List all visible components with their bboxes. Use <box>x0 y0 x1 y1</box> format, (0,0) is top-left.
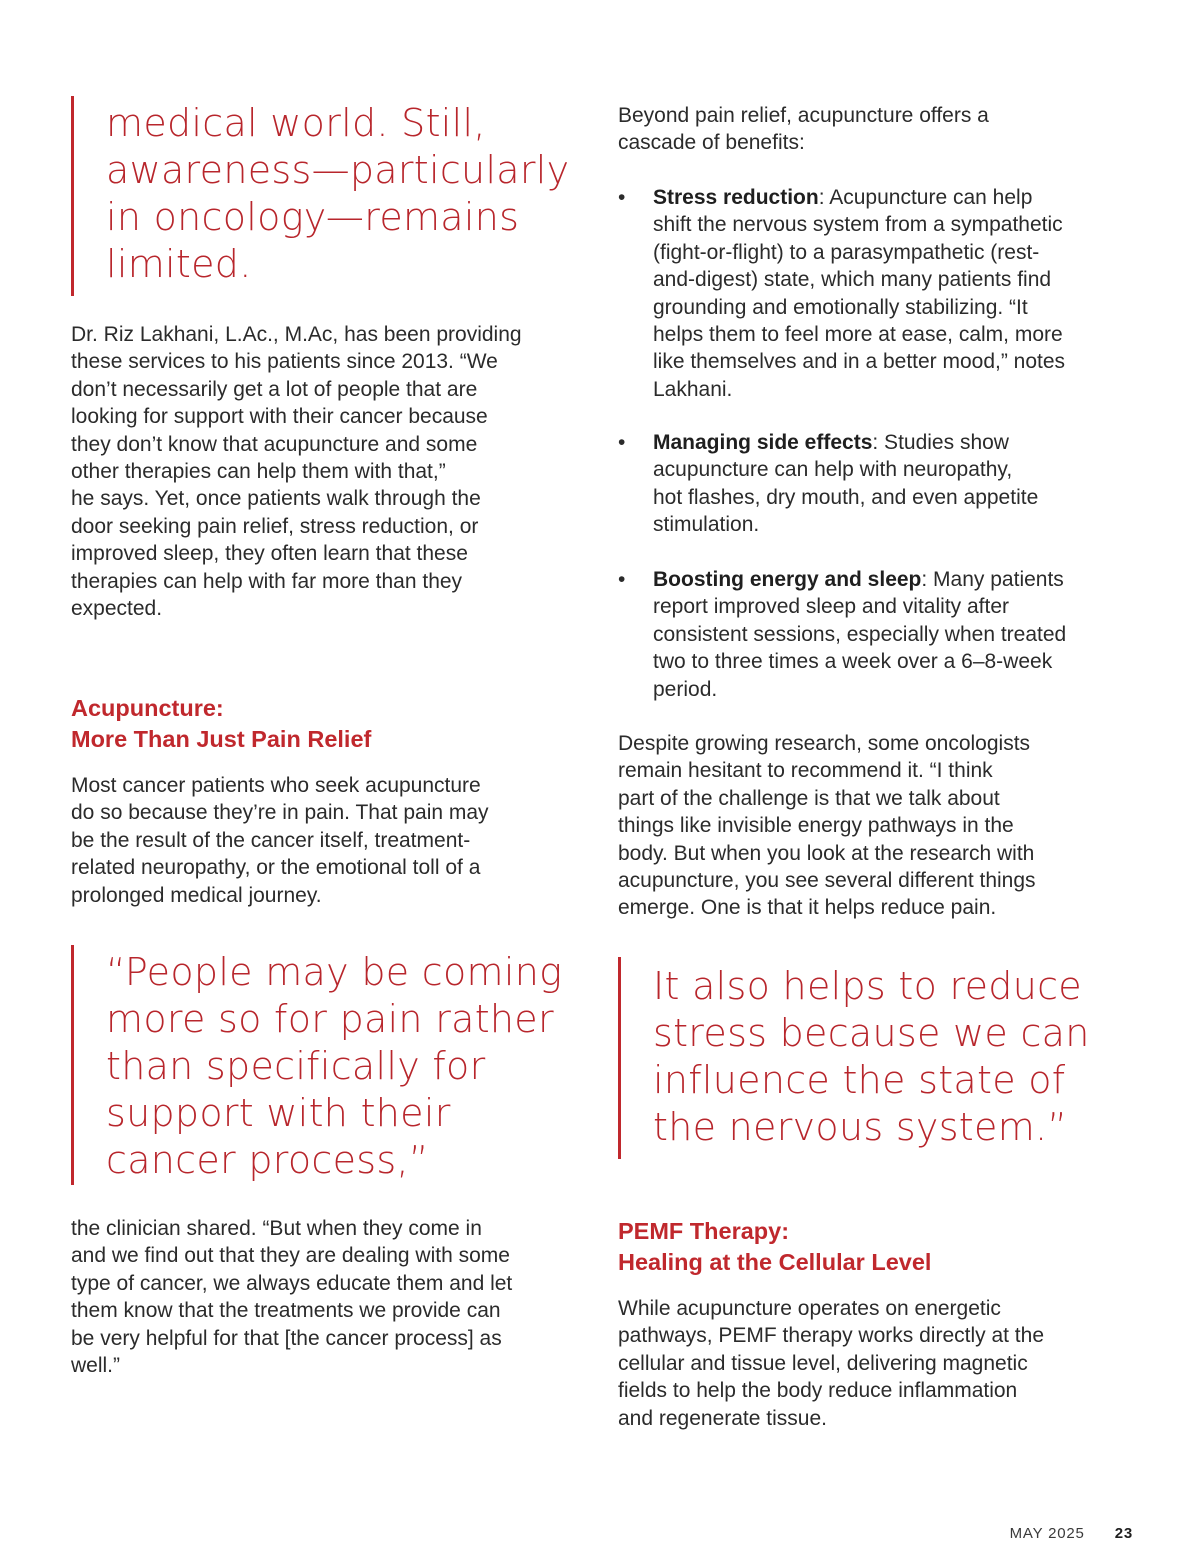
bullet-icon: • <box>618 186 626 209</box>
bullet-lead: Stress reduction <box>653 186 819 209</box>
paragraph-clinician-shared: the clinician shared. “But when they come in and we find out that they are dealing with some type of cancer, we always educate them and let them know that the treatments we provide can be very helpful for that [the cancer process] as well.” <box>71 1217 513 1378</box>
bullet-lead: Managing side effects <box>653 431 873 454</box>
page-footer <box>1010 1525 1133 1542</box>
bullet-icon: • <box>618 431 626 454</box>
bullet-body: : Studies show acupuncture can help with neuropathy, hot flashes, dry mouth, and even appetite stimulation. <box>653 431 1039 537</box>
issue-date: MAY 2025 <box>1009 1525 1085 1542</box>
bullet-text <box>653 566 1143 703</box>
bullet-body: : Many patients report improved sleep and vitality after consistent sessions, especially when treated two to three times a week over a 6–8-week period. <box>653 568 1067 701</box>
section-heading-pemf: PEMF Therapy: Healing at the Cellular Level <box>618 1218 932 1275</box>
pull-quote-nervous-system: It also helps to reduce stress because we can influence the state of the nervous system.” <box>618 957 1153 1159</box>
pull-quote-top: medical world. Still, awareness—particularly in oncology—remains limited. <box>71 96 606 296</box>
bullet-lead: Boosting energy and sleep <box>653 568 922 591</box>
page-number: 23 <box>1114 1525 1133 1542</box>
paragraph-oncologists-hesitant: Despite growing research, some oncologists remain hesitant to recommend it. “I think part of the challenge is that we talk about things like invisible energy pathways in the body. But when you look at the research with acupuncture, you see several different things emerge. One is that it helps reduce pain. <box>618 732 1036 920</box>
paragraph-benefits-intro: Beyond pain relief, acupuncture offers a cascade of benefits: <box>618 104 989 155</box>
paragraph-lakhani-intro: Dr. Riz Lakhani, L.Ac., M.Ac, has been providing these services to his patients since 2013. “We don’t necessarily get a lot of people that are looking for support with their cancer because they don’t know that acupuncture and some other therapies can help them with that,” he says. Yet, once patients walk through the door seeking pain relief, stress reduction, or improved sleep, they often learn that these therapies can help with far more than they expected. <box>71 323 522 621</box>
section-heading-acupuncture: Acupuncture: More Than Just Pain Relief <box>71 695 372 752</box>
bullet-text <box>653 184 1143 403</box>
bullet-text <box>653 429 1143 539</box>
pull-quote-pain: “People may be coming more so for pain rather than specifically for support with their cancer process,” <box>71 945 606 1185</box>
bullet-body: : Acupuncture can help shift the nervous system from a sympathetic (fight-or-flight) to a parasympathetic (rest- and-digest) state, which many patients find grounding and emotionally stabilizing. “It helps them to feel more at ease, calm, more like themselves and in a better mood,” notes Lakhani. <box>653 186 1066 401</box>
paragraph-pemf: While acupuncture operates on energetic pathways, PEMF therapy works directly at the cellular and tissue level, delivering magnetic fields to help the body reduce inflammation and regenerate tissue. <box>618 1297 1044 1430</box>
bullet-icon: • <box>618 568 626 591</box>
paragraph-cancer-pain: Most cancer patients who seek acupuncture do so because they’re in pain. That pain may be the result of the cancer itself, treatment- related neuropathy, or the emotional toll of a prolonged medical journey. <box>71 774 489 907</box>
